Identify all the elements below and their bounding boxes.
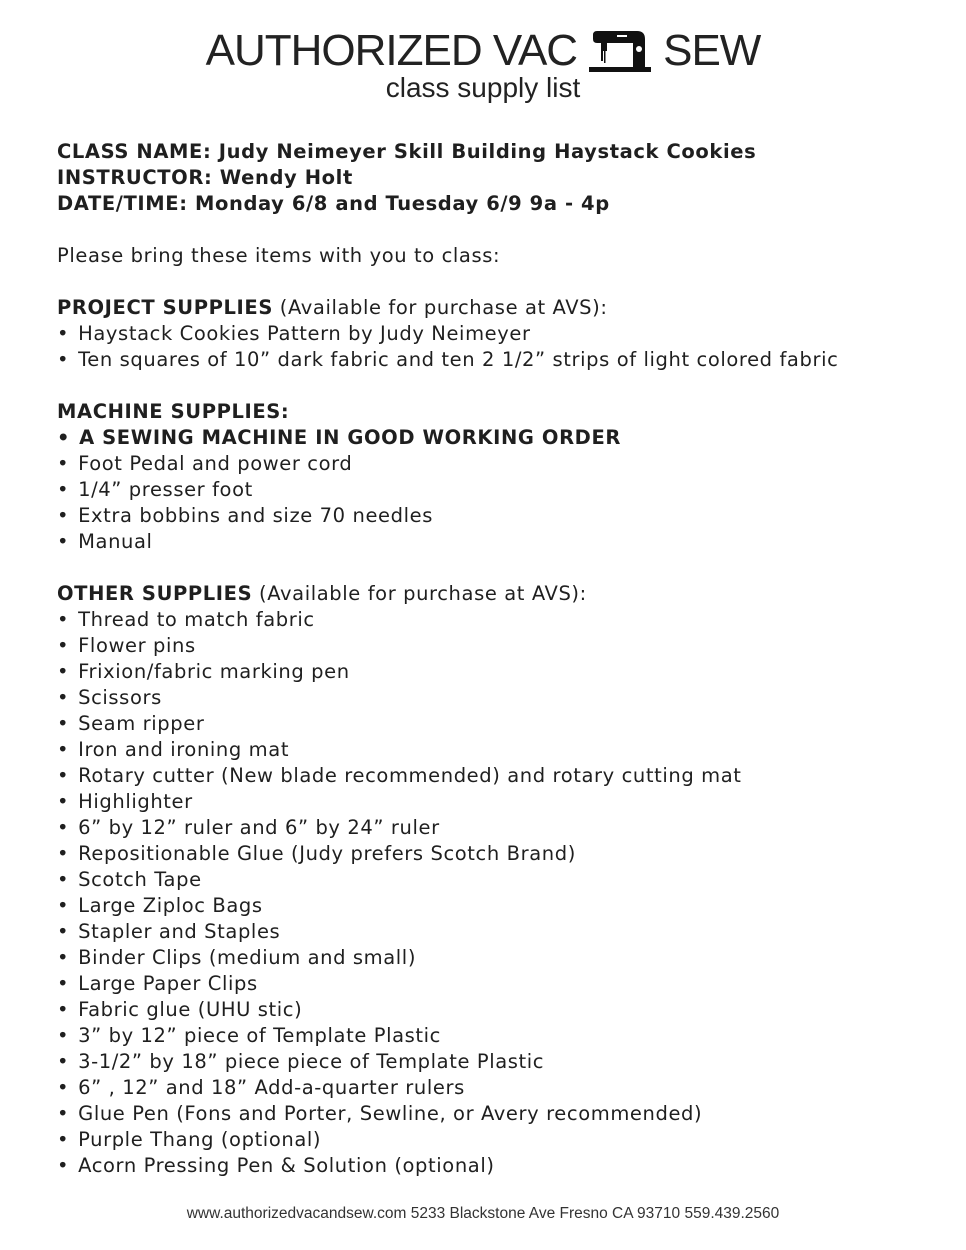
list-item: • 1/4” presser foot: [57, 477, 937, 503]
list-item: • 3” by 12” piece of Template Plastic: [57, 1023, 937, 1049]
list-item: • Stapler and Staples: [57, 919, 937, 945]
list-item: • Acorn Pressing Pen & Solution (optional): [57, 1153, 937, 1179]
list-item: • Scissors: [57, 685, 937, 711]
footer-contact: www.authorizedvacandsew.com 5233 Blackstone Ave Fresno CA 93710 559.439.2560: [186, 1205, 780, 1222]
list-item: • Scotch Tape: [57, 867, 937, 893]
list-item: • Highlighter: [57, 789, 937, 815]
list-item: • Foot Pedal and power cord: [57, 451, 937, 477]
other-supplies-list: [57, 607, 937, 1179]
list-item: • Purple Thang (optional): [57, 1127, 937, 1153]
sewing-machine-icon: [587, 29, 653, 73]
intro-text: Please bring these items with you to class:: [57, 244, 501, 267]
other-supplies-heading: [57, 581, 937, 607]
machine-supplies-list: [57, 425, 937, 555]
header: [0, 26, 966, 102]
list-item: • Fabric glue (UHU stic): [57, 997, 937, 1023]
list-item-bold: • A SEWING MACHINE IN GOOD WORKING ORDER: [57, 425, 937, 451]
list-item: • 6” , 12” and 18” Add-a-quarter rulers: [57, 1075, 937, 1101]
subtitle: class supply list: [385, 72, 581, 103]
list-item: • Seam ripper: [57, 711, 937, 737]
list-item: • Repositionable Glue (Judy prefers Scotch Brand): [57, 841, 937, 867]
brand-right: SEW: [663, 26, 761, 75]
project-note: (Available for purchase at AVS):: [272, 296, 608, 319]
project-supplies-list: [57, 321, 937, 373]
supply-list: [57, 139, 937, 1179]
list-item: • Binder Clips (medium and small): [57, 945, 937, 971]
list-item: • Thread to match fabric: [57, 607, 937, 633]
list-item: • Manual: [57, 529, 937, 555]
list-item: • Rotary cutter (New blade recommended) and rotary cutting mat: [57, 763, 937, 789]
list-item: • Large Paper Clips: [57, 971, 937, 997]
brand-left: AUTHORIZED VAC: [205, 26, 578, 75]
list-item: • 3-1/2” by 18” piece piece of Template Plastic: [57, 1049, 937, 1075]
brand-logo: [0, 26, 966, 76]
list-item: • Large Ziploc Bags: [57, 893, 937, 919]
instructor: INSTRUCTOR: Wendy Holt: [57, 166, 353, 189]
list-item: • Frixion/fabric marking pen: [57, 659, 937, 685]
project-supplies-heading: [57, 295, 937, 321]
list-item: • Ten squares of 10” dark fabric and ten 2 1/2” strips of light colored fabric: [57, 347, 937, 373]
list-item: • Extra bobbins and size 70 needles: [57, 503, 937, 529]
list-item: • Flower pins: [57, 633, 937, 659]
project-heading: PROJECT SUPPLIES: [57, 296, 273, 319]
class-name: CLASS NAME: Judy Neimeyer Skill Building Haystack Cookies: [57, 140, 757, 163]
other-heading: OTHER SUPPLIES: [57, 582, 253, 605]
list-item: • Haystack Cookies Pattern by Judy Neimeyer: [57, 321, 937, 347]
other-note: (Available for purchase at AVS):: [252, 582, 587, 605]
machine-supplies-heading: MACHINE SUPPLIES:: [57, 400, 290, 423]
list-item: • 6” by 12” ruler and 6” by 24” ruler: [57, 815, 937, 841]
list-item: • Glue Pen (Fons and Porter, Sewline, or Avery recommended): [57, 1101, 937, 1127]
date-time: DATE/TIME: Monday 6/8 and Tuesday 6/9 9a - 4p: [57, 192, 610, 215]
list-item: • Iron and ironing mat: [57, 737, 937, 763]
